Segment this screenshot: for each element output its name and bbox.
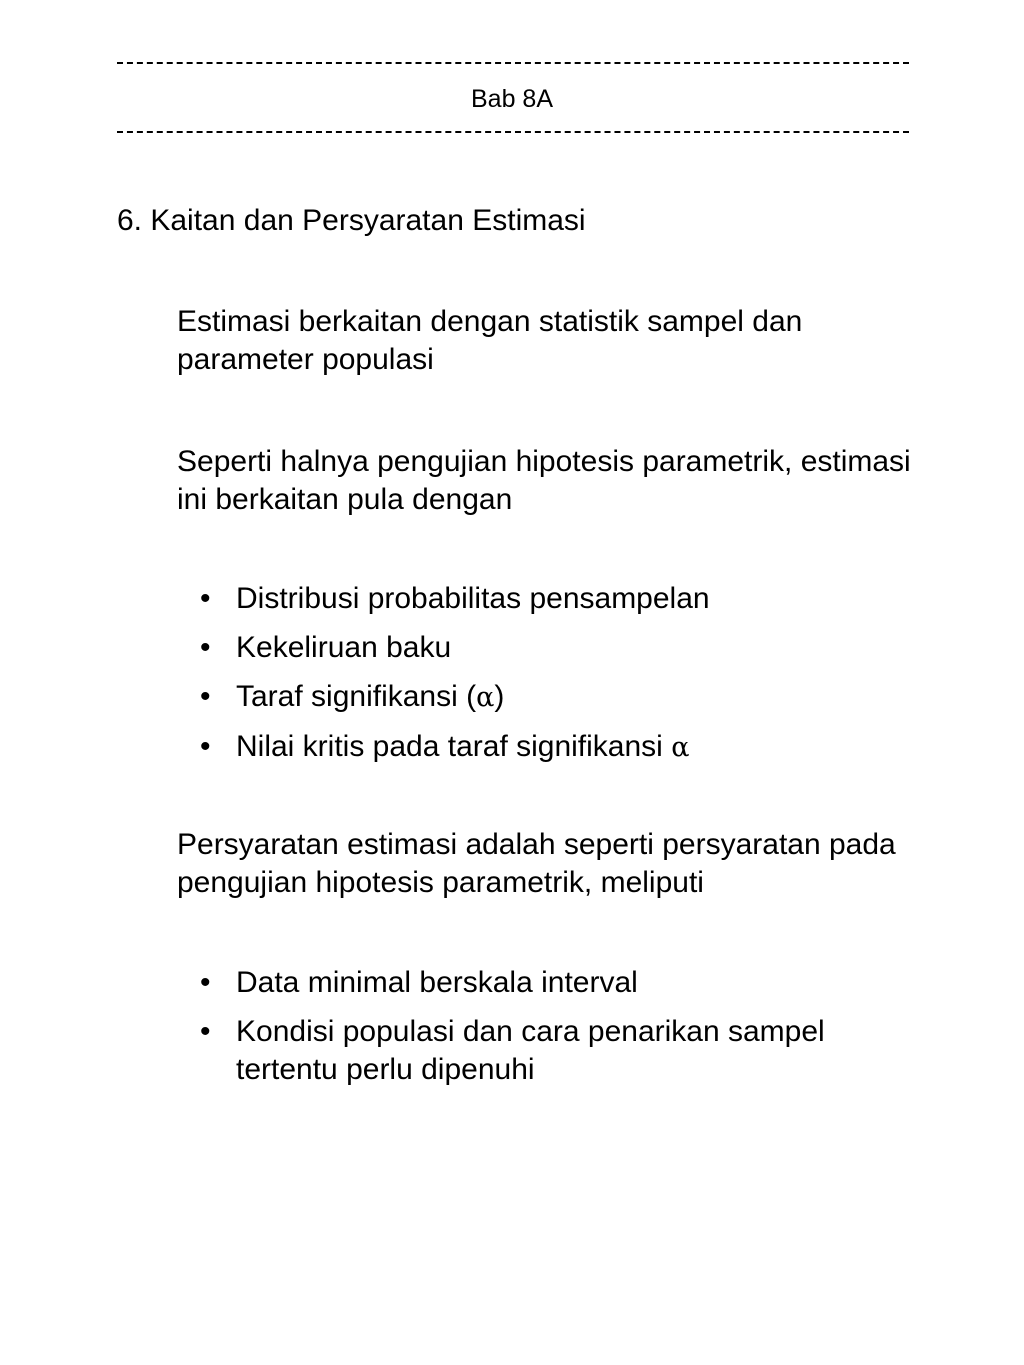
paragraph-estimation-relation: Estimasi berkaitan dengan statistik sampel dan parameter populasi bbox=[177, 305, 803, 376]
list-item-suffix: ) bbox=[494, 680, 505, 713]
list-item bbox=[200, 964, 920, 1002]
bullet-icon: • bbox=[200, 680, 211, 713]
list-item bbox=[200, 1013, 920, 1089]
paragraph-hypothesis-relation: Seperti halnya pengujian hipotesis parametrik, estimasi ini berkaitan pula dengan bbox=[177, 445, 911, 516]
list-item-text: Kondisi populasi dan cara penarikan sampel tertentu perlu dipenuhi bbox=[236, 1015, 825, 1086]
list-item-text: Distribusi probabilitas pensampelan bbox=[236, 582, 710, 615]
list-item-text: Nilai kritis pada taraf signifikansi bbox=[236, 730, 672, 763]
bullet-icon: • bbox=[200, 730, 211, 763]
bullet-icon: • bbox=[200, 582, 211, 615]
list-item-text: Taraf signifikansi ( bbox=[236, 680, 477, 713]
list-item-text: Kekeliruan baku bbox=[236, 631, 452, 664]
bottom-dashed-divider bbox=[117, 131, 909, 133]
related-concepts-list bbox=[200, 580, 920, 778]
alpha-symbol: α bbox=[476, 682, 495, 713]
list-item bbox=[200, 728, 920, 767]
alpha-symbol: α bbox=[671, 732, 690, 763]
bullet-icon: • bbox=[200, 966, 211, 999]
requirements-list bbox=[200, 964, 920, 1100]
bullet-icon: • bbox=[200, 631, 211, 664]
bullet-icon: • bbox=[200, 1015, 211, 1048]
top-dashed-divider bbox=[117, 62, 909, 64]
list-item-text: Data minimal berskala interval bbox=[236, 966, 638, 999]
chapter-label: Bab 8A bbox=[470, 85, 553, 113]
list-item bbox=[200, 678, 920, 717]
list-item bbox=[200, 629, 920, 667]
paragraph-requirements: Persyaratan estimasi adalah seperti persyaratan pada pengujian hipotesis parametrik, meliputi bbox=[177, 828, 896, 899]
section-title: 6. Kaitan dan Persyaratan Estimasi bbox=[117, 204, 586, 237]
list-item bbox=[200, 580, 920, 618]
